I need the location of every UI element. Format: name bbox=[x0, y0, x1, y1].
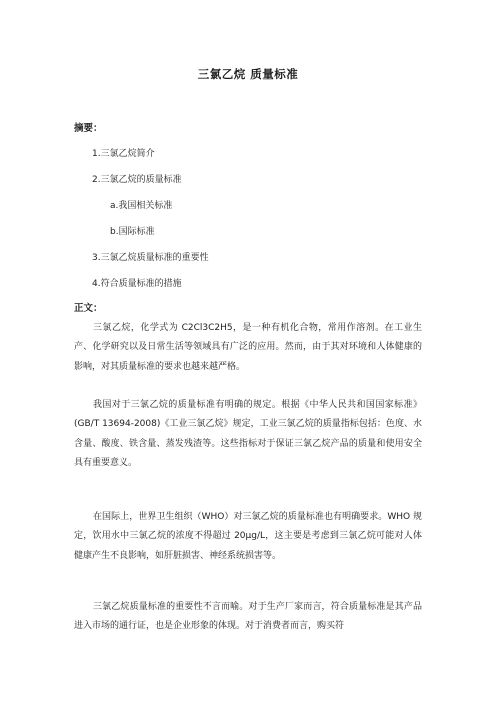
outline-item: 3.三氯乙烷质量标准的重要性 bbox=[92, 253, 209, 263]
summary-heading: 摘要： bbox=[74, 123, 103, 134]
outline-item: 4.符合质量标准的措施 bbox=[92, 279, 182, 289]
outline-item: 1.三氯乙烷简介 bbox=[92, 149, 155, 159]
outline-subitem: a.我国相关标准 bbox=[110, 201, 173, 211]
body-heading: 正文： bbox=[74, 303, 103, 314]
document-title: 三氯乙烷 质量标准 bbox=[197, 67, 299, 81]
body-paragraph: 在国际上，世界卫生组织（WHO）对三氯乙烷的质量标准也有明确要求。WHO 规定，饮用水中三氯乙烷的浓度不得超过 20μg/L，这主要是考虑到三氯乙烷可能对人体健康产生不良影响，如肝脏损害、神经系统损害等。 bbox=[74, 512, 422, 561]
body-paragraph: 三氯乙烷质量标准的重要性不言而喻。对于生产厂家而言，符合质量标准是其产品进入市场的通行证，也是企业形象的体现。对于消费者而言，购买符 bbox=[74, 602, 422, 632]
body-paragraph: 我国对于三氯乙烷的质量标准有明确的规定。根据《中华人民共和国国家标准》(GB/T 13694-2008)《工业三氯乙烷》规定，工业三氯乙烷的质量指标包括：色度、水含量、酸度、铁含量、蒸发残渣等。这些指标对于保证三氯乙烷产品的质量和使用安全具有重要意义。 bbox=[74, 400, 422, 468]
outline-item: 2.三氯乙烷的质量标准 bbox=[92, 175, 182, 185]
body-paragraph: 三氯乙烷，化学式为 C2Cl3C2H5，是一种有机化合物，常用作溶剂。在工业生产、化学研究以及日常生活等领域具有广泛的应用。然而，由于其对环境和人体健康的影响，对其质量标准的要求也越来越严格。 bbox=[74, 323, 422, 372]
outline-subitem: b.国际标准 bbox=[110, 227, 155, 237]
